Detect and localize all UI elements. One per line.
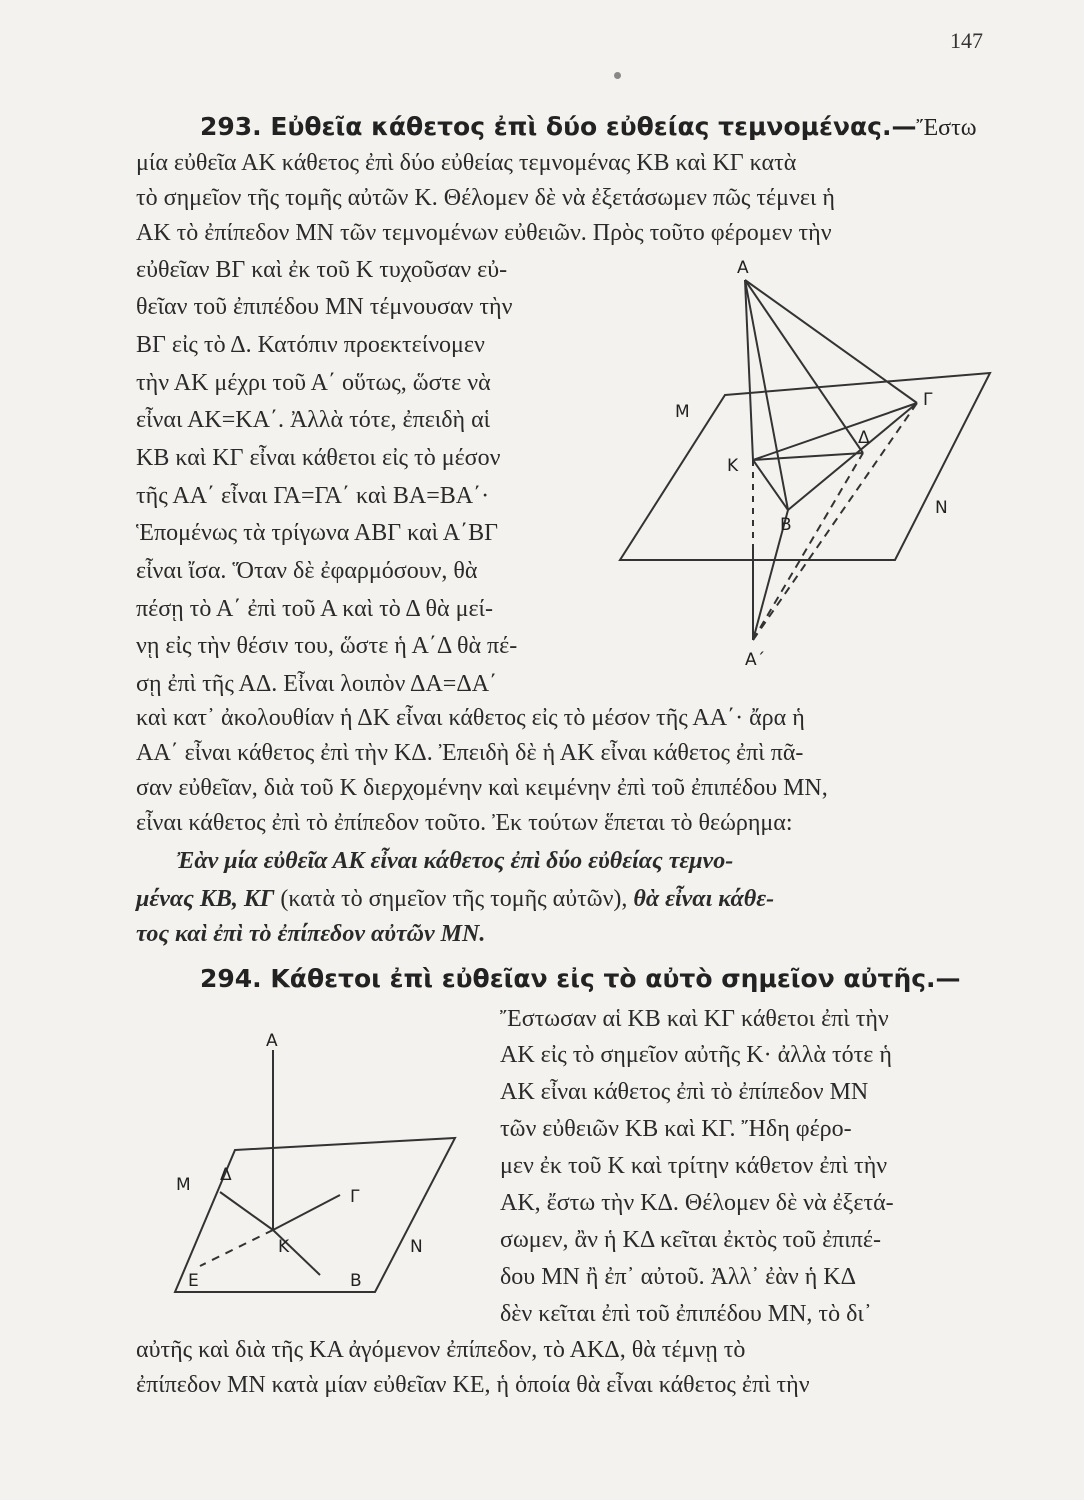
section-293-heading	[200, 112, 977, 143]
text-line: σῃ ἐπὶ τῆς ΑΔ. Εἶναι λοιπὸν ΔΑ=ΔΑ΄	[136, 671, 498, 697]
theorem-segment: μένας ΚΒ, ΚΓ	[136, 886, 275, 912]
text-line: δου ΜΝ ἢ ἐπ᾽ αὐτοῦ. Ἀλλ᾽ ἐὰν ἡ ΚΔ	[500, 1264, 857, 1290]
theorem-line	[136, 884, 774, 914]
text-line: αὐτῆς καὶ διὰ τῆς ΚΑ ἀγόμενον ἐπίπεδον, τὸ ΑΚΔ, θὰ τέμνῃ τὸ	[136, 1337, 746, 1363]
text-line: ΑΚ εἰς τὸ σημεῖον αὐτῆς Κ· ἀλλὰ τότε ἡ	[500, 1042, 892, 1068]
fig1-label-k: Κ	[727, 456, 739, 476]
text-line: εἶναι ΑΚ=ΚΑ΄. Ἀλλὰ τότε, ἐπειδὴ αἱ	[136, 407, 491, 433]
text-line: τῆς ΑΑ΄ εἶναι ΓΑ=ΓΑ΄ καὶ ΒΑ=ΒΑ΄·	[136, 483, 490, 509]
section-293-number: 293.	[200, 112, 262, 141]
text-line: ΚΒ καὶ ΚΓ εἶναι κάθετοι εἰς τὸ μέσον	[136, 445, 501, 471]
section-293-title: Εὐθεῖα κάθετος ἐπὶ δύο εὐθείας τεμνομένας.—	[270, 112, 917, 141]
text-line: ΒΓ εἰς τὸ Δ. Κατόπιν προεκτείνομεν	[136, 332, 485, 358]
line-ab	[745, 280, 788, 510]
fig1-label-a-prime: Α΄	[745, 650, 766, 670]
text-line: καὶ κατ᾽ ἀκολουθίαν ἡ ΔΚ εἶναι κάθετος εἰς τὸ μέσον τῆς ΑΑ΄· ἄρα ἡ	[136, 705, 805, 731]
text-line: ΑΚ, ἔστω τὴν ΚΔ. Θέλομεν δὲ νὰ ἐξετά-	[500, 1190, 894, 1216]
page-number: 147	[950, 28, 983, 53]
text-line: Ἔστωσαν αἱ ΚΒ καὶ ΚΓ κάθετοι ἐπὶ τὴν	[500, 1006, 889, 1032]
text-line: τὴν ΑΚ μέχρι τοῦ Α΄ οὕτως, ὥστε νὰ	[136, 370, 491, 396]
figure-1-diagram	[615, 245, 1010, 680]
text-line: μία εὐθεῖα ΑΚ κάθετος ἐπὶ δύο εὐθείας τεμνομένας ΚΒ καὶ ΚΓ κατὰ	[136, 150, 797, 176]
section-294-heading	[200, 964, 961, 994]
theorem-segment: (κατὰ τὸ σημεῖον τῆς τομῆς αὐτῶν),	[274, 886, 634, 912]
fig1-label-n: Ν	[935, 498, 948, 518]
fig1-label-a: Α	[737, 258, 749, 278]
text-line: Ἑπομένως τὰ τρίγωνα ΑΒΓ καὶ Α΄ΒΓ	[136, 520, 498, 546]
fig2-label-k: Κ	[278, 1237, 290, 1257]
ink-dot	[614, 72, 621, 79]
text-line: εὐθεῖαν ΒΓ καὶ ἐκ τοῦ Κ τυχοῦσαν εὐ-	[136, 257, 508, 283]
text-line: δὲν κεῖται ἐπὶ τοῦ ἐπιπέδου ΜΝ, τὸ δι᾽	[500, 1301, 872, 1327]
figure-2-diagram	[170, 1030, 460, 1295]
theorem-segment: θὰ εἶναι κάθε-	[633, 886, 775, 912]
theorem-line: τος καὶ ἐπὶ τὸ ἐπίπεδον αὐτῶν ΜΝ.	[136, 921, 486, 947]
line-a2g	[753, 403, 917, 640]
fig2-label-d: Δ	[220, 1165, 232, 1185]
text-line: σωμεν, ἂν ἡ ΚΔ κεῖται ἐκτὸς τοῦ ἐπιπέ-	[500, 1227, 881, 1253]
line-ag	[745, 280, 917, 403]
text-line: εἶναι κάθετος ἐπὶ τὸ ἐπίπεδον τοῦτο. Ἐκ τούτων ἕπεται τὸ θεώρημα:	[136, 810, 793, 836]
line-kd	[220, 1192, 273, 1230]
line-kg	[273, 1195, 340, 1230]
text-line: νῃ εἰς τὴν θέσιν του, ὥστε ἡ Α΄Δ θὰ πέ-	[136, 633, 518, 659]
fig2-label-n: Ν	[410, 1237, 423, 1257]
section-294-number: 294.	[200, 964, 262, 993]
text-line: ΑΚ τὸ ἐπίπεδον ΜΝ τῶν τεμνομένων εὐθειῶν. Πρὸς τοῦτο φέρομεν τὴν	[136, 220, 832, 246]
fig2-label-a: Α	[266, 1031, 278, 1051]
fig1-label-d: Δ	[858, 428, 870, 448]
fig1-label-b: Β	[780, 515, 792, 535]
fig1-label-m: Μ	[675, 402, 690, 422]
text-line: ἐπίπεδον ΜΝ κατὰ μίαν εὐθεῖαν ΚΕ, ἡ ὁποία θὰ εἶναι κάθετος ἐπὶ τὴν	[136, 1372, 810, 1398]
fig2-label-b: Β	[350, 1271, 362, 1291]
text-line: θεῖαν τοῦ ἐπιπέδου ΜΝ τέμνουσαν τὴν	[136, 294, 513, 320]
text-line: σαν εὐθεῖαν, διὰ τοῦ Κ διερχομένην καὶ κειμένην ἐπὶ τοῦ ἐπιπέδου ΜΝ,	[136, 775, 828, 801]
text-line: εἶναι ἴσα. Ὅταν δὲ ἐφαρμόσουν, θὰ	[136, 558, 478, 584]
text-line: ΑΚ εἶναι κάθετος ἐπὶ τὸ ἐπίπεδον ΜΝ	[500, 1079, 869, 1105]
text-line: πέσῃ τὸ Α΄ ἐπὶ τοῦ Α καὶ τὸ Δ θὰ μεί-	[136, 596, 493, 622]
section-294-title: Κάθετοι ἐπὶ εὐθεῖαν εἰς τὸ αὐτὸ σημεῖον αὐτῆς.—	[270, 964, 961, 993]
text-line: τὸ σημεῖον τῆς τομῆς αὐτῶν Κ. Θέλομεν δὲ νὰ ἐξετάσωμεν πῶς τέμνει ἡ	[136, 185, 835, 211]
text-line: τῶν εὐθειῶν ΚΒ καὶ ΚΓ. Ἤδη φέρο-	[500, 1116, 852, 1142]
fig2-label-e: Ε	[188, 1271, 199, 1291]
fig1-label-g: Γ	[923, 390, 933, 410]
line-ak	[745, 280, 753, 460]
text-line: ΑΑ΄ εἶναι κάθετος ἐπὶ τὴν ΚΔ. Ἐπειδὴ δὲ ἡ ΑΚ εἶναι κάθετος ἐπὶ πᾶ-	[136, 740, 804, 766]
theorem-line: Ἐὰν μία εὐθεῖα ΑΚ εἶναι κάθετος ἐπὶ δύο εὐθείας τεμνο-	[176, 848, 734, 874]
fig2-label-m: Μ	[176, 1175, 191, 1195]
text-line: μεν ἐκ τοῦ Κ καὶ τρίτην κάθετον ἐπὶ τὴν	[500, 1153, 888, 1179]
line-a2d	[753, 453, 863, 640]
line-ke-dashed	[200, 1230, 273, 1266]
section-293-heading-rest: Ἔστω	[916, 115, 977, 141]
fig2-label-g: Γ	[350, 1187, 360, 1207]
